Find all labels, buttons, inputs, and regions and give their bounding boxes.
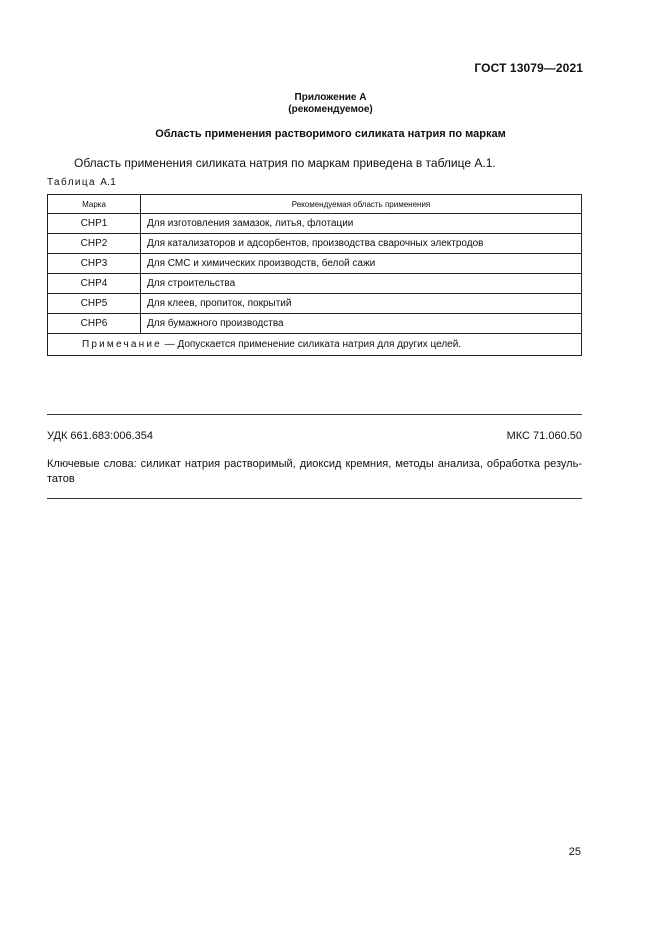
table-row xyxy=(48,314,582,334)
table-caption-label: Таблица xyxy=(47,177,97,188)
mks-code: МКС 71.060.50 xyxy=(506,430,582,442)
table-row xyxy=(48,274,582,294)
keywords-paragraph: Ключевые слова: силикат натрия растворимый, диоксид кремния, методы анализа, обработка резуль-татов xyxy=(47,458,582,485)
grade-cell: СНР6 xyxy=(48,314,141,334)
grade-cell: СНР3 xyxy=(48,254,141,274)
table-header-row xyxy=(48,195,582,214)
appendix-heading xyxy=(0,92,661,116)
table-note-row xyxy=(48,334,582,356)
intro-paragraph: Область применения силиката натрия по маркам приведена в таблице А.1. xyxy=(74,156,496,170)
appendix-status: (рекомендуемое) xyxy=(288,104,373,115)
grade-cell: СНР1 xyxy=(48,214,141,234)
usage-cell: Для СМС и химических производств, белой сажи xyxy=(141,254,582,274)
table-row xyxy=(48,234,582,254)
grade-cell: СНР4 xyxy=(48,274,141,294)
grade-cell: СНР2 xyxy=(48,234,141,254)
table-note xyxy=(48,334,582,356)
table-row xyxy=(48,294,582,314)
usage-cell: Для клеев, пропиток, покрытий xyxy=(141,294,582,314)
udc-code: УДК 661.683:006.354 xyxy=(47,430,153,442)
grade-cell: СНР5 xyxy=(48,294,141,314)
appendix-title: Приложение А xyxy=(294,92,367,103)
table-caption-number: А.1 xyxy=(100,177,117,188)
usage-cell: Для строительства xyxy=(141,274,582,294)
table-caption xyxy=(47,177,116,188)
grades-table xyxy=(47,194,582,356)
note-text: — Допускается применение силиката натрия для других целей. xyxy=(161,339,462,350)
note-label: Примечание xyxy=(82,339,162,350)
table-row xyxy=(48,254,582,274)
document-code: ГОСТ 13079—2021 xyxy=(474,61,583,75)
column-header-usage: Рекомендуемая область применения xyxy=(141,195,582,214)
table-row xyxy=(48,214,582,234)
footer-bottom-rule xyxy=(47,498,582,499)
footer-top-rule xyxy=(47,414,582,415)
usage-cell: Для катализаторов и адсорбентов, производства сварочных электродов xyxy=(141,234,582,254)
usage-cell: Для изготовления замазок, литья, флотации xyxy=(141,214,582,234)
section-title: Область применения растворимого силиката натрия по маркам xyxy=(155,128,506,140)
usage-cell: Для бумажного производства xyxy=(141,314,582,334)
page-number: 25 xyxy=(568,846,581,858)
column-header-grade: Марка xyxy=(48,195,141,214)
